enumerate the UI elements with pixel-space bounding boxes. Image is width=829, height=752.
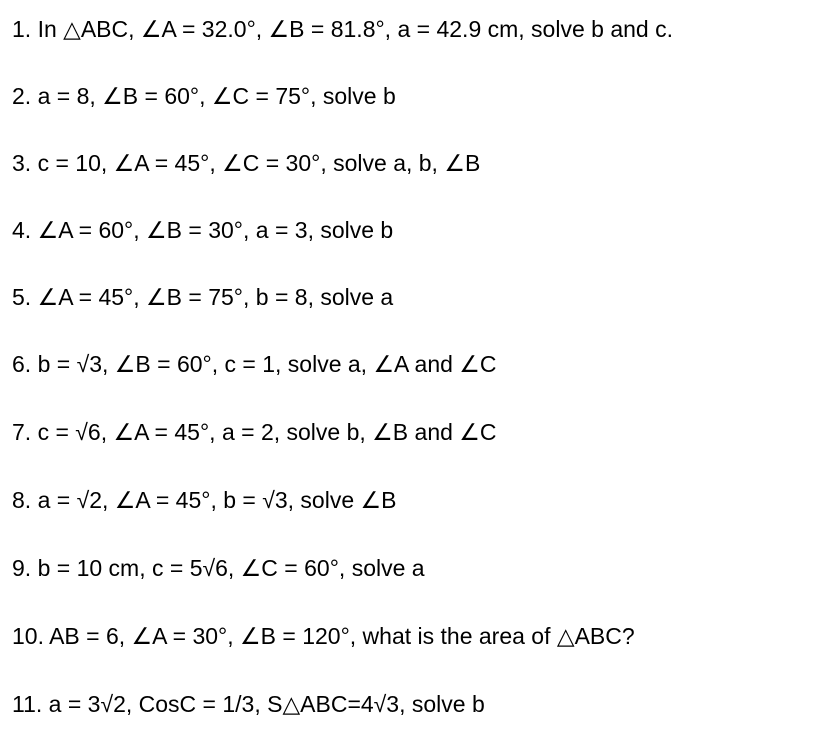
problem-10: 10. AB = 6, ∠A = 30°, ∠B = 120°, what is the area of △ABC? [12,623,635,649]
problem-list [12,10,673,752]
problem-5: 5. ∠A = 45°, ∠B = 75°, b = 8, solve a [12,284,394,310]
problem-1: 1. In △ABC, ∠A = 32.0°, ∠B = 81.8°, a = 42.9 cm, solve b and c. [12,16,673,42]
problem-3: 3. c = 10, ∠A = 45°, ∠C = 30°, solve a, b, ∠B [12,150,481,176]
problem-4: 4. ∠A = 60°, ∠B = 30°, a = 3, solve b [12,217,394,243]
problem-2: 2. a = 8, ∠B = 60°, ∠C = 75°, solve b [12,83,396,109]
problem-7: 7. c = √6, ∠A = 45°, a = 2, solve b, ∠B and ∠C [12,419,497,445]
problem-8: 8. a = √2, ∠A = 45°, b = √3, solve ∠B [12,487,397,513]
problem-9: 9. b = 10 cm, c = 5√6, ∠C = 60°, solve a [12,555,425,581]
problem-11: 11. a = 3√2, CosC = 1/3, S△ABC=4√3, solve b [12,691,485,717]
problem-6: 6. b = √3, ∠B = 60°, c = 1, solve a, ∠A and ∠C [12,351,497,377]
